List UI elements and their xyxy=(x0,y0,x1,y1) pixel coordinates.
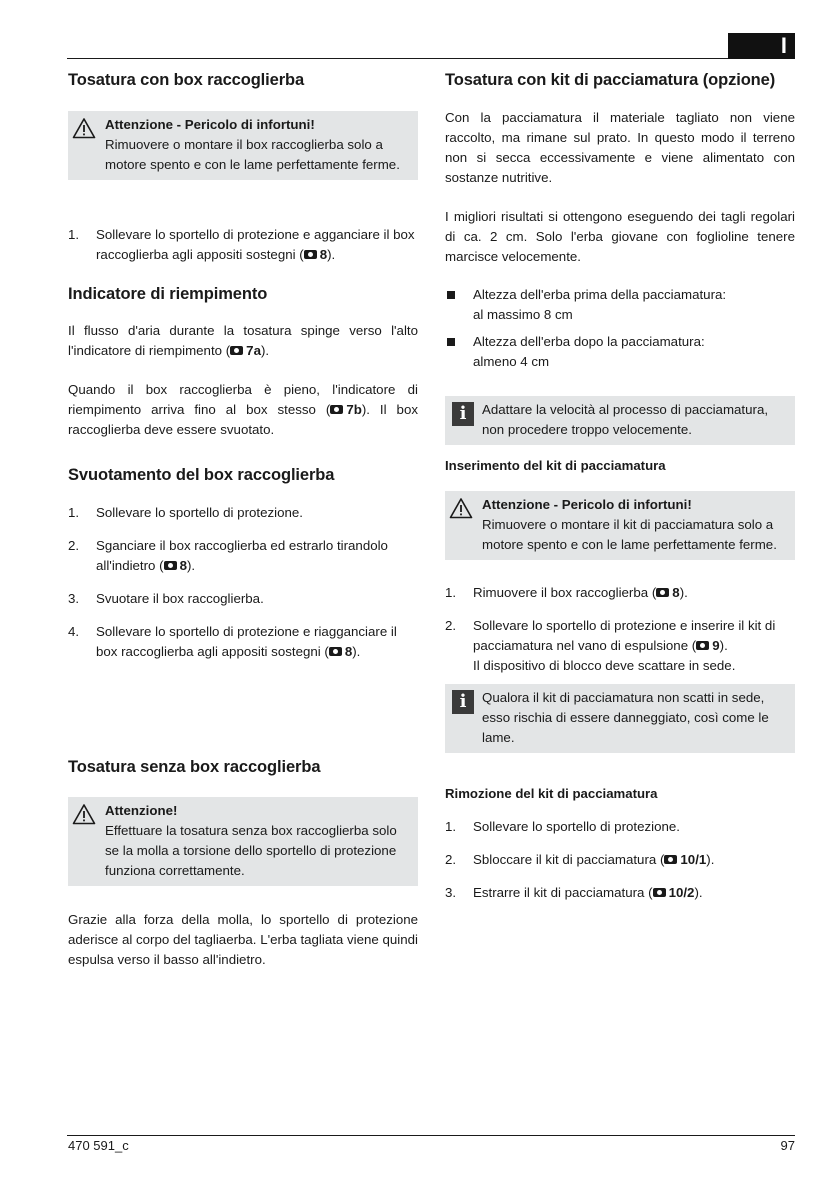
step-text: Sbloccare il kit di pacciamatura ( xyxy=(473,852,665,867)
step-note: Il dispositivo di blocco deve scattare in sede. xyxy=(473,658,736,673)
info-icon: i xyxy=(452,402,474,426)
step-item: 2. Sollevare lo sportello di protezione e inserire il kit di pacciamatura nel vano di espulsione ( 9). Il dispositivo di blocco deve scattare in sede. xyxy=(445,616,795,676)
step-text: Sollevare lo sportello di protezione. xyxy=(473,819,680,834)
warning-triangle-icon xyxy=(72,803,96,825)
step-item: 1. Rimuovere il box raccoglierba ( 8). xyxy=(445,583,795,603)
paragraph-mulching-2: I migliori risultati si ottengono eseguendo dei tagli regolari di ca. 2 cm. Solo l'erba giovane con foglioline tenere marcisce velocemente. xyxy=(445,209,795,264)
step-number: 2. xyxy=(68,538,80,553)
step-number: 3. xyxy=(68,591,80,606)
camera-icon xyxy=(330,405,343,414)
info-text: Adattare la velocità al processo di pacciamatura, non procedere troppo velocemente. xyxy=(482,402,769,437)
step-number: 1. xyxy=(445,585,457,600)
figure-reference: 8 xyxy=(304,247,327,262)
paragraph-fill-indicator-2: Quando il box raccoglierba è pieno, l'indicatore di riempimento arriva fino al box stesso ( 7b). Il box raccoglierba deve essere svuotato. xyxy=(68,382,418,437)
page-number: 97 xyxy=(780,1138,795,1153)
list-item-label: Altezza dell'erba prima della pacciamatura: xyxy=(473,287,727,302)
step-item: 4. Sollevare lo sportello di protezione e riagganciare il box raccoglierba agli appositi sostegni ( 8). xyxy=(68,624,397,659)
header-rule xyxy=(67,58,795,59)
step-item xyxy=(68,589,418,609)
step-text: Estrarre il kit di pacciamatura ( xyxy=(473,885,653,900)
info-icon: i xyxy=(452,690,474,714)
figure-reference: 7b xyxy=(330,402,362,417)
steps-emptying xyxy=(68,503,418,675)
camera-icon xyxy=(664,855,677,864)
warning-title: Attenzione! xyxy=(105,803,178,818)
info-box-mulching-kit xyxy=(445,684,795,753)
document-number: 470 591_c xyxy=(68,1138,129,1153)
section-title-remove-mulching-kit: Rimozione del kit di pacciamatura xyxy=(445,786,658,801)
step-item xyxy=(445,817,795,837)
warning-box-mulching-kit xyxy=(445,491,795,560)
language-tab: I xyxy=(728,33,795,59)
step-text: Sollevare lo sportello di protezione. xyxy=(96,505,303,520)
step-text: Sganciare il box raccoglierba ed estrarlo tirandolo all'indietro ( xyxy=(96,538,388,573)
steps-remove-mulching-kit xyxy=(445,817,795,916)
info-text: Qualora il kit di pacciamatura non scatti in sede, esso rischia di essere danneggiato, così come le lame. xyxy=(482,690,769,745)
step-item: 3. Estrarre il kit di pacciamatura ( 10/2). xyxy=(445,883,795,903)
footer-rule xyxy=(67,1135,795,1136)
warning-triangle-icon xyxy=(449,497,473,519)
figure-reference: 8 xyxy=(656,585,679,600)
step-number: 1. xyxy=(445,819,457,834)
warning-title: Attenzione - Pericolo di infortuni! xyxy=(105,117,315,132)
step-item: 2. Sganciare il box raccoglierba ed estrarlo tirandolo all'indietro ( 8). xyxy=(68,538,388,573)
paragraph-mulching-1: Con la pacciamatura il materiale tagliato non viene raccolto, ma rimane sul prato. In questo modo il terreno non si secca eccessivamente e viene alimentato con sostanze nutritive. xyxy=(445,110,795,185)
step-item: 1. Sollevare lo sportello di protezione e agganciare il box raccoglierba agli appositi sostegni ( 8). xyxy=(68,227,415,262)
step-number: 2. xyxy=(445,852,457,867)
camera-icon xyxy=(653,888,666,897)
step-number: 1. xyxy=(68,227,80,242)
bullet-square-icon xyxy=(447,338,455,346)
paragraph-spring: Grazie alla forza della molla, lo sportello di protezione aderisce al corpo del tagliaerba. L'erba tagliata viene quindi espulsa verso il basso all'indietro. xyxy=(68,912,418,967)
list-item-value: al massimo 8 cm xyxy=(473,307,573,322)
figure-reference: 8 xyxy=(164,558,187,573)
list-item xyxy=(445,332,795,372)
list-item-label: Altezza dell'erba dopo la pacciamatura: xyxy=(473,334,705,349)
step-text: Sollevare lo sportello di protezione e inserire il kit di pacciamatura nel vano di espulsione ( xyxy=(473,618,776,653)
section-title-emptying: Svuotamento del box raccoglierba xyxy=(68,466,335,484)
paragraph-fill-indicator-1: Il flusso d'aria durante la tosatura spinge verso l'alto l'indicatore di riempimento ( 7a). xyxy=(68,323,418,358)
list-item-value: almeno 4 cm xyxy=(473,354,550,369)
figure-reference: 10/1 xyxy=(664,852,706,867)
warning-triangle-icon xyxy=(72,117,96,139)
step-text: Svuotare il box raccoglierba. xyxy=(96,591,264,606)
step-text: Rimuovere il box raccoglierba ( xyxy=(473,585,657,600)
section-title-no-grass-box: Tosatura senza box raccoglierba xyxy=(68,758,321,776)
step-number: 3. xyxy=(445,885,457,900)
camera-icon xyxy=(656,588,669,597)
warning-title: Attenzione - Pericolo di infortuni! xyxy=(482,497,692,512)
figure-reference: 7a xyxy=(230,343,261,358)
step-text: Sollevare lo sportello di protezione e riagganciare il box raccoglierba agli appositi sostegni ( xyxy=(96,624,397,659)
figure-reference: 10/2 xyxy=(653,885,695,900)
warning-box-grass-box xyxy=(68,111,418,180)
section-title-mulching: Tosatura con kit di pacciamatura (opzione) xyxy=(445,71,776,89)
step-item: 2. Sbloccare il kit di pacciamatura ( 10/1). xyxy=(445,850,795,870)
section-title-fill-indicator: Indicatore di riempimento xyxy=(68,285,268,303)
warning-box-no-grass-box xyxy=(68,797,418,886)
section-title-insert-mulching-kit: Inserimento del kit di pacciamatura xyxy=(445,458,666,473)
section-title-grass-box: Tosatura con box raccoglierba xyxy=(68,71,305,89)
warning-text: Rimuovere o montare il kit di pacciamatura solo a motore spento e con le lame perfettamente ferme. xyxy=(482,517,777,552)
grass-height-list xyxy=(445,285,795,379)
warning-text: Rimuovere o montare il box raccoglierba solo a motore spento e con le lame perfettamente ferme. xyxy=(105,137,400,172)
step-number: 1. xyxy=(68,505,80,520)
camera-icon xyxy=(329,647,342,656)
warning-text: Effettuare la tosatura senza box raccoglierba solo se la molla a torsione dello sportello di protezione funziona correttamente. xyxy=(105,823,397,878)
list-item xyxy=(445,285,795,325)
figure-reference: 8 xyxy=(329,644,352,659)
bullet-square-icon xyxy=(447,291,455,299)
info-box-speed xyxy=(445,396,795,445)
steps-insert-mulching-kit xyxy=(445,583,795,689)
steps-grass-box xyxy=(68,225,418,278)
step-item xyxy=(68,503,418,523)
step-number: 2. xyxy=(445,618,457,633)
camera-icon xyxy=(696,641,709,650)
camera-icon xyxy=(164,561,177,570)
camera-icon xyxy=(304,250,317,259)
figure-reference: 9 xyxy=(696,638,719,653)
step-text: Sollevare lo sportello di protezione e agganciare il box raccoglierba agli appositi sostegni ( xyxy=(96,227,415,262)
step-number: 4. xyxy=(68,624,80,639)
camera-icon xyxy=(230,346,243,355)
